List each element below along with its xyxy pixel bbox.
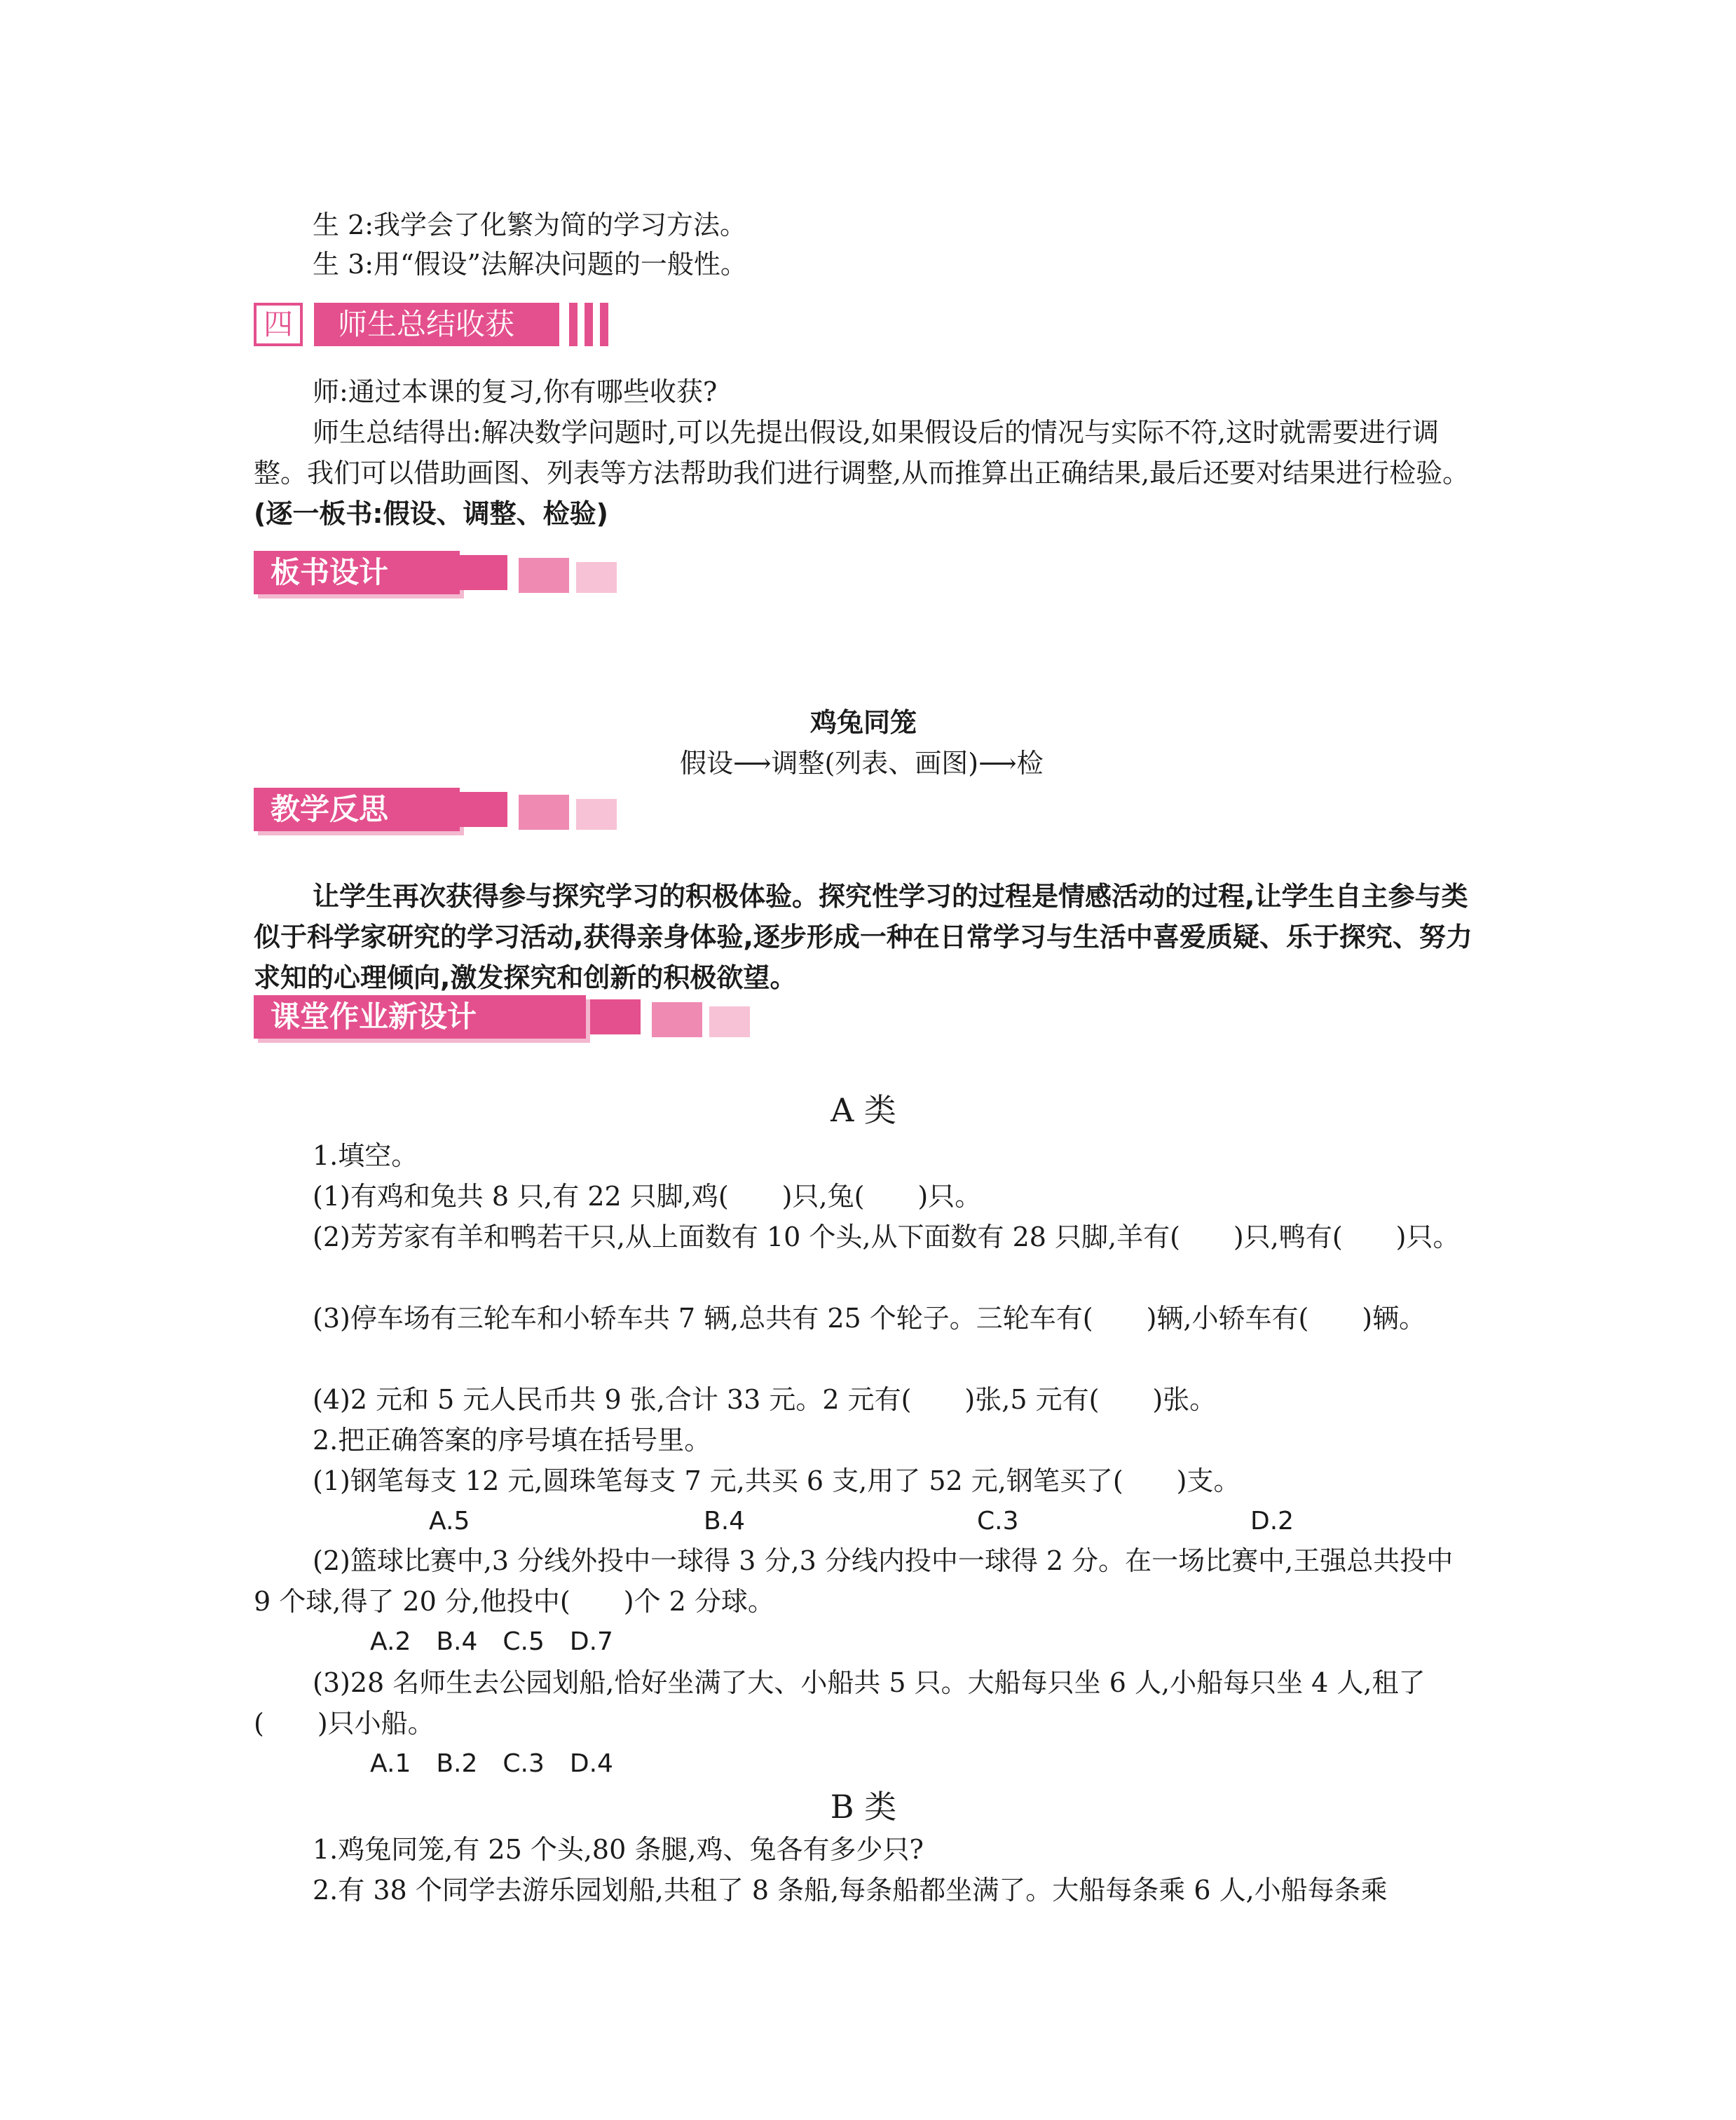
question-1-3: (3)停车场有三轮车和小轿车共 7 辆,总共有 25 个轮子。三轮车有( )辆,小轿车有( )辆。 [313, 1303, 1426, 1334]
reflection-bar: 教学反思 [254, 788, 460, 831]
homework-bar: 课堂作业新设计 [254, 995, 586, 1039]
deco-square [519, 558, 569, 593]
question-2-3: (3)28 名师生去公园划船,恰好坐满了大、小船共 5 只。大船每只坐 6 人,小船每只坐 4 人,租了( )只小船。 [254, 1667, 1426, 1739]
b-question-2: 2.有 38 个同学去游乐园划船,共租了 8 条船,每条船都坐满了。大船每条乘 6 人,小船每条乘 [313, 1875, 1388, 1906]
option-a: A.5 [429, 1507, 470, 1536]
board-flow: 假设⟶调整(列表、画图)⟶检 [680, 748, 1044, 779]
question-2-3-options: A.1 B.2 C.3 D.4 [370, 1749, 613, 1778]
student-answer-2: 生 2:我学会了化繁为简的学习方法。 [313, 210, 747, 240]
deco-square [709, 1006, 750, 1037]
question-2: 2.把正确答案的序号填在括号里。 [313, 1425, 711, 1456]
category-b-title: B 类 [830, 1788, 897, 1826]
deco-square [457, 792, 507, 827]
deco-square [576, 799, 617, 830]
deco-square [590, 999, 641, 1034]
deco-square [576, 562, 617, 593]
question-2-2: (2)篮球比赛中,3 分线外投中一球得 3 分,3 分线内投中一球得 2 分。在一场比赛中,王强总共投中 9 个球,得了 20 分,他投中( )个 2 分球。 [254, 1545, 1454, 1617]
question-2-1: (1)钢笔每支 12 元,圆珠笔每支 7 元,共买 6 支,用了 52 元,钢笔买了( )支。 [313, 1465, 1241, 1496]
section-number: 四 [254, 303, 303, 346]
option-d: D.2 [1250, 1507, 1294, 1536]
header-stripe [585, 303, 593, 346]
option-b: B.4 [704, 1507, 746, 1536]
section-title: 师生总结收获 [314, 303, 559, 346]
summary-text: 师生总结得出:解决数学问题时,可以先提出假设,如果假设后的情况与实际不符,这时就需要进行调整。我们可以借助画图、列表等方法帮助我们进行调整,从而推算出正确结果,最后还要对结果进行检验。 [254, 417, 1470, 488]
header-stripe [600, 303, 608, 346]
board-title: 鸡兔同笼 [809, 707, 917, 738]
reflection-paragraph: 让学生再次获得参与探究学习的积极体验。探究性学习的过程是情感活动的过程,让学生自主参与类似于科学家研究的学习活动,获得亲身体验,逐步形成一种在日常学习与生活中喜爱质疑、乐于探究、努力求知的心理倾向,激发探究和创新的积极欲望。 [254, 881, 1472, 993]
b-question-1: 1.鸡兔同笼,有 25 个头,80 条腿,鸡、兔各有多少只? [313, 1834, 924, 1865]
question-1-2: (2)芳芳家有羊和鸭若干只,从上面数有 10 个头,从下面数有 28 只脚,羊有( )只,鸭有( )只。 [313, 1222, 1460, 1252]
category-a-title: A 类 [831, 1091, 896, 1129]
question-1-4: (4)2 元和 5 元人民币共 9 张,合计 33 元。2 元有( )张,5 元有( )张。 [313, 1384, 1217, 1415]
summary-paragraph [254, 412, 1473, 534]
teacher-question: 师:通过本课的复习,你有哪些收获? [313, 376, 718, 407]
section-four-header [254, 303, 632, 346]
header-stripe [569, 303, 577, 346]
deco-square [519, 795, 569, 830]
option-c: C.3 [977, 1507, 1019, 1536]
student-answer-3: 生 3:用“假设”法解决问题的一般性。 [313, 249, 747, 280]
summary-board-note: (逐一板书:假设、调整、检验) [254, 498, 608, 529]
question-2-2-options: A.2 B.4 C.5 D.7 [370, 1627, 613, 1656]
board-design-bar: 板书设计 [254, 551, 460, 594]
deco-square [457, 555, 507, 590]
question-1: 1.填空。 [313, 1140, 418, 1171]
deco-square [652, 1002, 702, 1037]
question-1-1: (1)有鸡和兔共 8 只,有 22 只脚,鸡( )只,兔( )只。 [313, 1181, 982, 1212]
